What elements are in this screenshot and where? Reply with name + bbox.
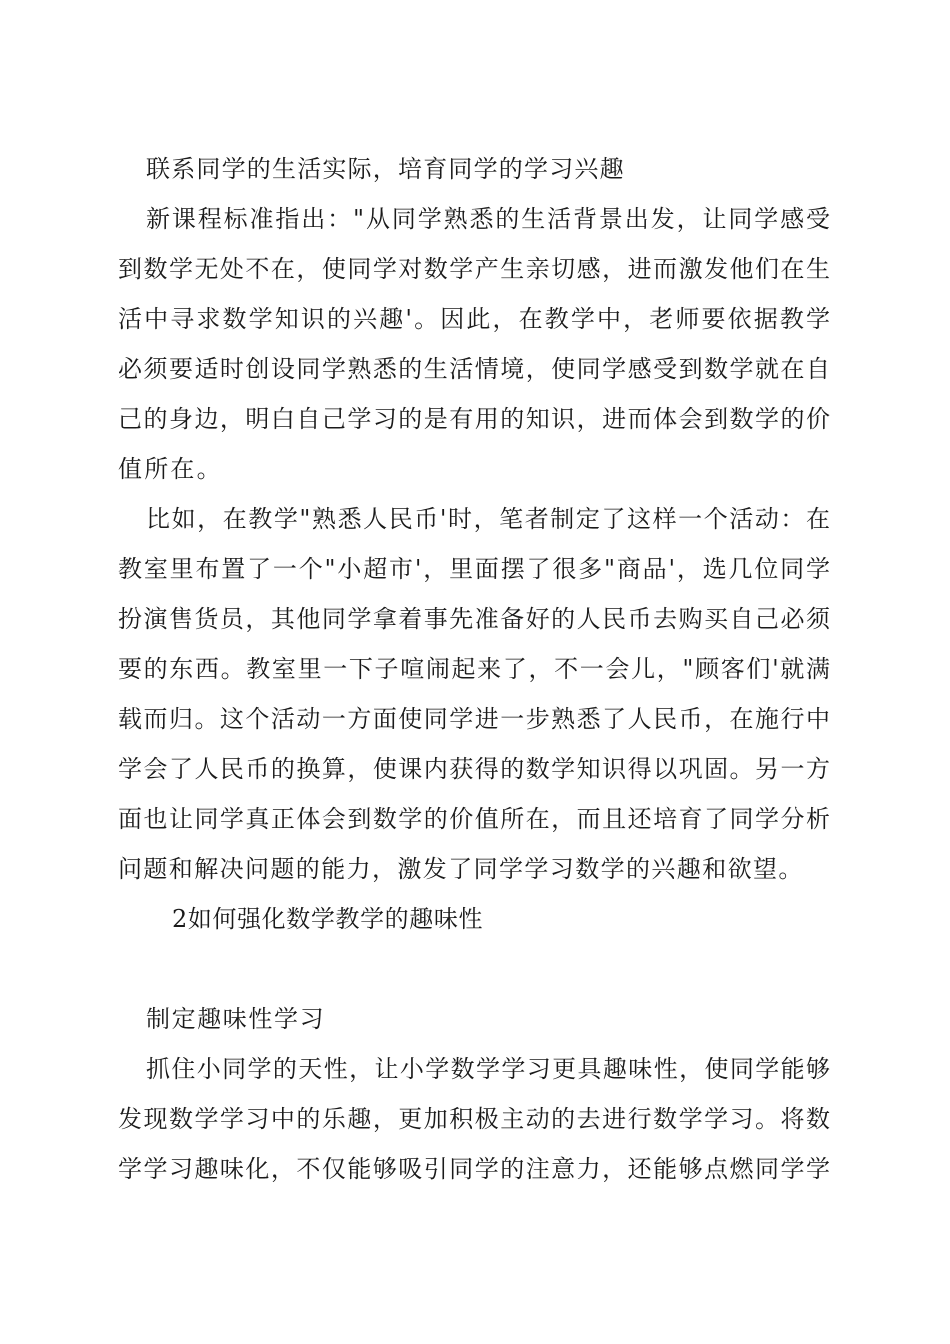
paragraph-line: 扮演售货员，其他同学拿着事先准备好的人民币去购买自己必须 xyxy=(118,605,830,633)
paragraph-line: 教室里布置了一个"小超市'，里面摆了很多"商品'，选几位同学 xyxy=(118,555,830,583)
paragraph-line: 比如，在教学"熟悉人民币'时，笔者制定了这样一个活动：在 xyxy=(146,505,830,533)
paragraph-line: 必须要适时创设同学熟悉的生活情境，使同学感受到数学就在自 xyxy=(118,355,830,383)
paragraph-line: 值所在。 xyxy=(118,455,223,483)
paragraph-line: 活中寻求数学知识的兴趣'。因此，在教学中，老师要依据教学 xyxy=(118,305,830,333)
paragraph-line: 发现数学学习中的乐趣，更加积极主动的去进行数学学习。将数 xyxy=(118,1105,830,1133)
paragraph-line: 要的东西。教室里一下子喧闹起来了，不一会儿，"顾客们'就满 xyxy=(118,655,830,683)
paragraph-line: 学会了人民币的换算，使课内获得的数学知识得以巩固。另一方 xyxy=(118,755,830,783)
paragraph-line: 载而归。这个活动一方面使同学进一步熟悉了人民币，在施行中 xyxy=(118,705,830,733)
paragraph-line: 新课程标准指出："从同学熟悉的生活背景出发，让同学感受 xyxy=(146,205,830,233)
section-heading-life: 联系同学的生活实际，培育同学的学习兴趣 xyxy=(146,155,625,183)
section-title-fun: 2如何强化数学教学的趣味性 xyxy=(172,905,484,933)
paragraph-line: 抓住小同学的天性，让小学数学学习更具趣味性，使同学能够 xyxy=(146,1055,830,1083)
paragraph-line: 面也让同学真正体会到数学的价值所在，而且还培育了同学分析 xyxy=(118,805,830,833)
paragraph-line: 问题和解决问题的能力，激发了同学学习数学的兴趣和欲望。 xyxy=(118,855,804,883)
section-heading-fun-learning: 制定趣味性学习 xyxy=(146,1005,326,1033)
paragraph-line: 己的身边，明白自己学习的是有用的知识，进而体会到数学的价 xyxy=(118,405,830,433)
paragraph-line: 学学习趣味化，不仅能够吸引同学的注意力，还能够点燃同学学 xyxy=(118,1155,830,1183)
paragraph-line: 到数学无处不在，使同学对数学产生亲切感，进而激发他们在生 xyxy=(118,255,830,283)
